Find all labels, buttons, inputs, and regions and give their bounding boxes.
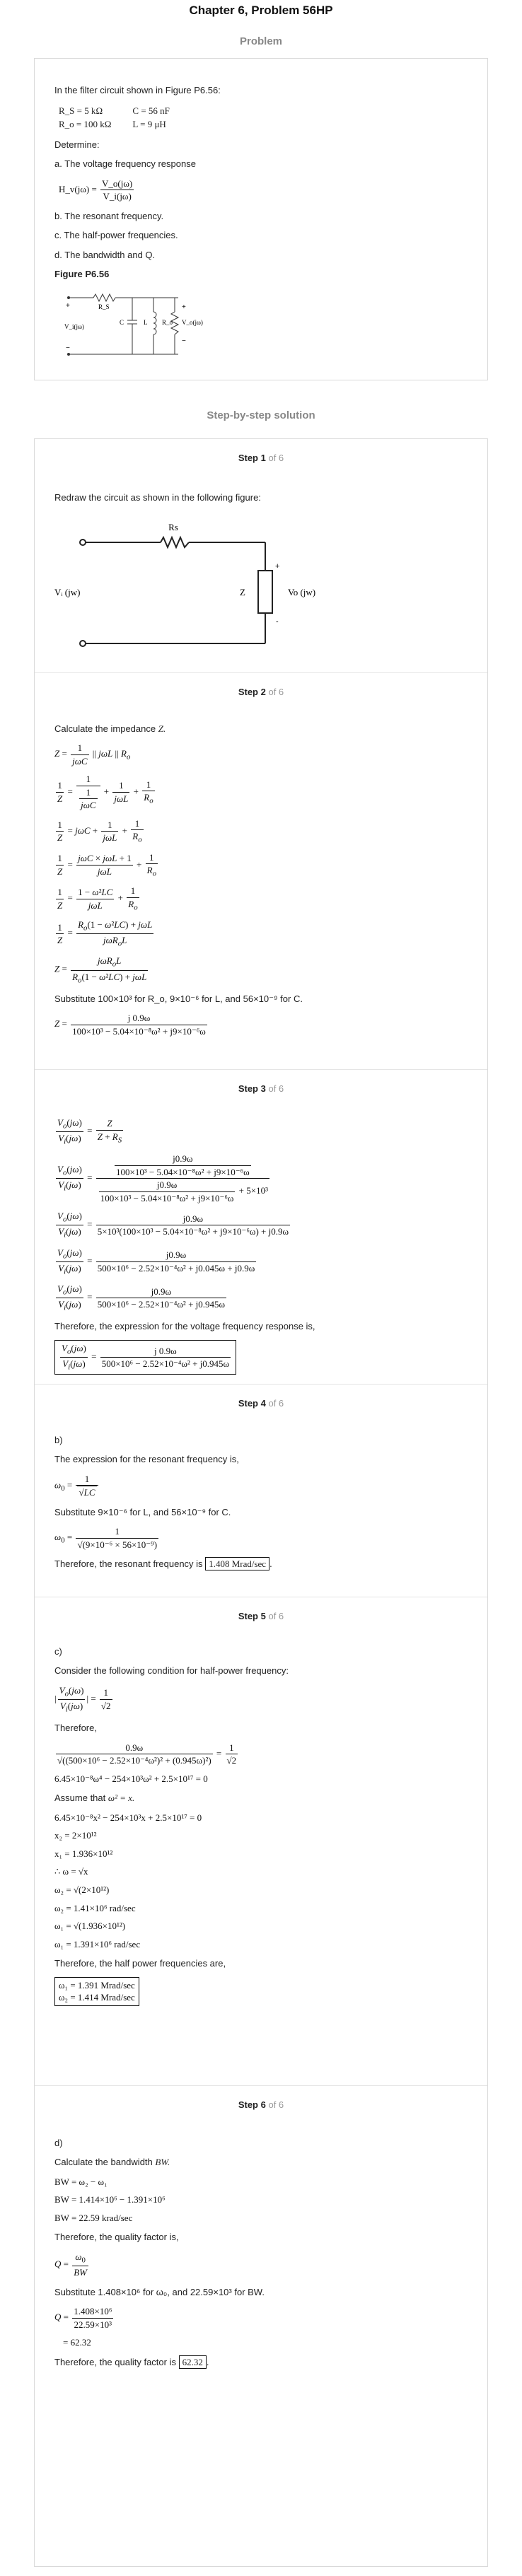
step-6-q-calc: Q = $\frac{\text{1.408×10⁶}}{\text{22.59×10³}}$ (54, 2306, 112, 2330)
hv-fraction (100, 177, 134, 203)
fig-minus-right: − (182, 337, 186, 346)
step-4-answer: 1.408 Mrad/sec (205, 1557, 269, 1570)
step-5-w1a: ω₁ = √(1.936×10¹²) (54, 1921, 126, 1932)
step-2-eq6: $\frac{1}{Z}$ = $\frac{R_o(1 - \omega^2LC) + j\omega L}{j\omega R_oL}$ (57, 919, 153, 948)
hv-label: H_v(jω) = (59, 183, 97, 194)
determine-label: Determine: (54, 139, 100, 150)
hv-equation (59, 177, 468, 203)
steps-card (34, 438, 488, 2567)
step-1-text: Redraw the circuit as shown in the following figure: (54, 491, 261, 503)
step-5-eq1: $\frac{0.9\omega}{\text{√((500×10⁶ − 2.52×10⁻⁴ω²)² + (0.945ω)²)}}$ = $\frac{1}{√2}$ (57, 1742, 237, 1766)
step-2-subst: Substitute 100×10³ for R_o, 9×10⁻⁶ for L, and 56×10⁻⁹ for C. (54, 993, 303, 1004)
step-5-ans2: ω₂ = 1.414 Mrad/sec (59, 1992, 135, 2003)
step-5-eq-x: 6.45×10⁻⁸x² − 254×10³x + 2.5×10¹⁷ = 0 (54, 1812, 202, 1823)
step-1-vo-label: Vo (jw) (288, 587, 316, 598)
step-1-circuit (54, 511, 451, 666)
step-6-text: Calculate the bandwidth BW. (54, 2157, 170, 2168)
step-2-eq2: $\frac{1}{Z}$ = $\frac{1}{\frac{1}{\text{jωC}}}$ + $\frac{1}{\text{jωL}}$ + $\frac{1}{R_o}$ (57, 774, 153, 811)
step-4-part: b) (54, 1434, 63, 1445)
step-4-text: The expression for the resonant frequency is, (54, 1454, 239, 1465)
step-6-q-text: Therefore, the quality factor is, (54, 2232, 179, 2243)
step-2-eq5: $\frac{1}{Z}$ = $\frac{\text{1 − ω²LC}}{\text{jωL}}$ + $\frac{1}{R_o}$ (57, 885, 138, 912)
figure-p656-circuit (54, 284, 238, 367)
page-title: Chapter 6, Problem 56HP (189, 4, 333, 17)
step-6-eq1: BW = ω₂ − ω₁ (54, 2176, 108, 2187)
step-3-eq4: $\frac{V_o(j\omega)}{V_i(j\omega)}$ = $\frac{j0.9\omega}{\text{500×10⁶ − 2.52×10⁻⁴ω² + j0.045ω + j0.9ω}}$ (57, 1247, 255, 1276)
step-5-x1: x₁ = 1.936×10¹² (54, 1848, 113, 1859)
hv-den: V_i(jω) (103, 191, 132, 202)
step-6-eq2: BW = 1.414×10⁶ − 1.391×10⁶ (54, 2194, 166, 2205)
step-5-omega: ∴ ω = √x (54, 1866, 88, 1877)
step-6-title: Step 6 of 6 (238, 2099, 284, 2110)
step-2-eq1: Z = $\frac{1}{\text{jωC}}$ || jωL || $R_o$ (54, 742, 131, 767)
step-5-w2b: ω₂ = 1.41×10⁶ rad/sec (54, 1902, 136, 1913)
fig-rs-label: R_S (98, 303, 110, 311)
step-3-eq1: $\frac{V_o(j\omega)}{V_i(j\omega)}$ = $\frac{Z}{Z + R_S}$ (57, 1117, 122, 1146)
step-5-therefore: Therefore, (54, 1723, 97, 1734)
step-5-w1b: ω₁ = 1.391×10⁶ rad/sec (54, 1938, 141, 1950)
step-2-final: Z = $\frac{j 0.9\omega}{\text{100×10³ − 5.04×10⁻⁸ω² + j9×10⁻⁶ω}}$ (54, 1013, 206, 1037)
step-1 (35, 439, 487, 672)
fig-c-label: C (120, 319, 124, 327)
step-6-eq3: BW = 22.59 krad/sec (54, 2212, 133, 2223)
step-5-part: c) (54, 1645, 62, 1657)
step-1-minus: - (276, 617, 279, 626)
step-6-answer: 62.32 (179, 2355, 207, 2369)
step-4-eq1: $\omega_0$ = $\frac{1}{√LC}$ (54, 1473, 468, 1499)
fig-minus-left: − (66, 344, 70, 353)
problem-card (34, 58, 488, 380)
step-2 (35, 673, 487, 1069)
step-6-part: d) (54, 2137, 63, 2148)
fig-plus-right: + (182, 303, 186, 312)
given-values (59, 104, 191, 132)
problem-intro: In the filter circuit shown in Figure P6.56: (54, 85, 221, 95)
hv-num: V_o(jω) (100, 177, 134, 191)
fig-vo-label: V_o(jω) (182, 319, 203, 327)
step-6-conclusion: Therefore, the quality factor is 62.32 . (54, 2356, 209, 2367)
step-6-q-formula: Q = $\frac{\omega_0}{BW}$ (54, 2251, 88, 2278)
step-5-ans1: ω₁ = 1.391 Mrad/sec (59, 1979, 135, 1991)
given-rs: R_S = 5 kΩ (59, 105, 103, 116)
given-c: C = 56 nF (132, 105, 170, 116)
fig-vi-label: V_i(jω) (64, 323, 84, 331)
step-2-title: Step 2 of 6 (238, 687, 284, 697)
step-1-rs-label: Rs (168, 522, 178, 533)
step-3-eq2: $\frac{V_o(j\omega)}{V_i(j\omega)}$ = $\frac{j0.9\omega}{\text{100×10³ − 5.04×10⁻⁸ω² + j9×10⁻⁶ω}}$ $\frac{j0.9\omega}{\text{100×10³ − 5.04×10⁻⁸ω² + j9×10⁻⁶ω}}$ + 5×10³ (57, 1153, 268, 1204)
step-1-title: Step 1 of 6 (238, 453, 284, 463)
given-ro: R_o = 100 kΩ (59, 119, 112, 130)
step-5-title: Step 5 of 6 (238, 1611, 284, 1621)
item-b: b. The resonant frequency. (54, 210, 164, 221)
step-1-vi-label: Vᵢ (jw) (54, 587, 81, 598)
step-5-condition: | $\frac{V_o(j\omega)}{V_i(j\omega)}$ | = $\frac{1}{√2}$ (54, 1684, 111, 1714)
figure-label: Figure P6.56 (54, 269, 110, 280)
fig-l-label: L (144, 319, 148, 327)
step-6-q-val: = 62.32 (63, 2337, 91, 2348)
step-4-eq2: $\omega_0$ = $\frac{1}{\text{√(9×10⁻⁶ × 56×10⁻⁹)}}$ (54, 1526, 158, 1550)
step-3-conclusion: Therefore, the expression for the voltage frequency response is, (54, 1321, 315, 1332)
step-5-w2a: ω₂ = √(2×10¹²) (54, 1884, 110, 1895)
step-2-eq3: $\frac{1}{Z}$ = jωC + $\frac{1}{\text{jωL}}$ + $\frac{1}{R_o}$ (57, 817, 142, 844)
step-3 (35, 1070, 487, 1384)
step-5-answer (54, 1977, 468, 2006)
step-3-eq5: $\frac{V_o(j\omega)}{V_i(j\omega)}$ = $\frac{j0.9\omega}{\text{500×10⁶ − 2.52×10⁻⁴ω² + j0.945ω}}$ (57, 1283, 226, 1312)
step-5 (35, 1597, 487, 2085)
step-4 (35, 1385, 487, 1597)
step-1-plus: + (275, 562, 280, 571)
step-3-answer: $\frac{V_o(j\omega)}{V_i(j\omega)}$ = $\frac{j 0.9\omega}{\text{500×10⁶ − 2.52×10⁻⁴ω² + j0.945ω}}$ (54, 1340, 468, 1375)
step-2-intro: Calculate the impedance Z. (54, 723, 166, 734)
step-3-title: Step 3 of 6 (238, 1083, 284, 1094)
step-4-title: Step 4 of 6 (238, 1398, 284, 1409)
step-2-eq7: Z = $\frac{j\omega R_oL}{R_o(1 - \omega^2LC) + j\omega L}$ (54, 955, 147, 985)
fig-ro-label: R_o (162, 319, 173, 327)
item-c: c. The half-power frequencies. (54, 230, 178, 241)
step-4-subst: Substitute 9×10⁻⁶ for L, and 56×10⁻⁹ for C. (54, 1506, 231, 1517)
step-5-conclusion: Therefore, the half power frequencies are, (54, 1958, 226, 1969)
step-6 (35, 2086, 487, 2567)
given-l: L = 9 μH (132, 119, 166, 130)
step-3-eq3: $\frac{V_o(j\omega)}{V_i(j\omega)}$ = $\frac{j0.9\omega}{\text{5×10³(100×10³ − 5.04×10⁻⁸ω² + j9×10⁻⁶ω) + j0.9ω}}$ (57, 1211, 289, 1240)
step-2-eq4: $\frac{1}{Z}$ = $\frac{\text{jωC × jωL + 1}}{\text{jωL}}$ + $\frac{1}{R_o}$ (57, 851, 156, 878)
step-5-text: Consider the following condition for half-power frequency: (54, 1665, 289, 1677)
item-a: a. The voltage frequency response (54, 158, 196, 170)
step-6-subst: Substitute 1.408×10⁶ for ω₀, and 22.59×10³ for BW. (54, 2286, 265, 2297)
step-5-eq-poly: 6.45×10⁻⁸ω⁴ − 254×10³ω² + 2.5×10¹⁷ = 0 (54, 1773, 208, 1784)
item-d: d. The bandwidth and Q. (54, 249, 156, 260)
step-5-x2: x₂ = 2×10¹² (54, 1830, 97, 1841)
solution-heading: Step-by-step solution (207, 409, 315, 421)
step-5-assume: Assume that ω² = x. (54, 1793, 135, 1804)
fig-plus-left: + (66, 302, 70, 310)
step-1-z-label: Z (240, 587, 245, 598)
step-4-conclusion: Therefore, the resonant frequency is 1.408 Mrad/sec . (54, 1558, 272, 1570)
problem-label: Problem (239, 35, 282, 47)
